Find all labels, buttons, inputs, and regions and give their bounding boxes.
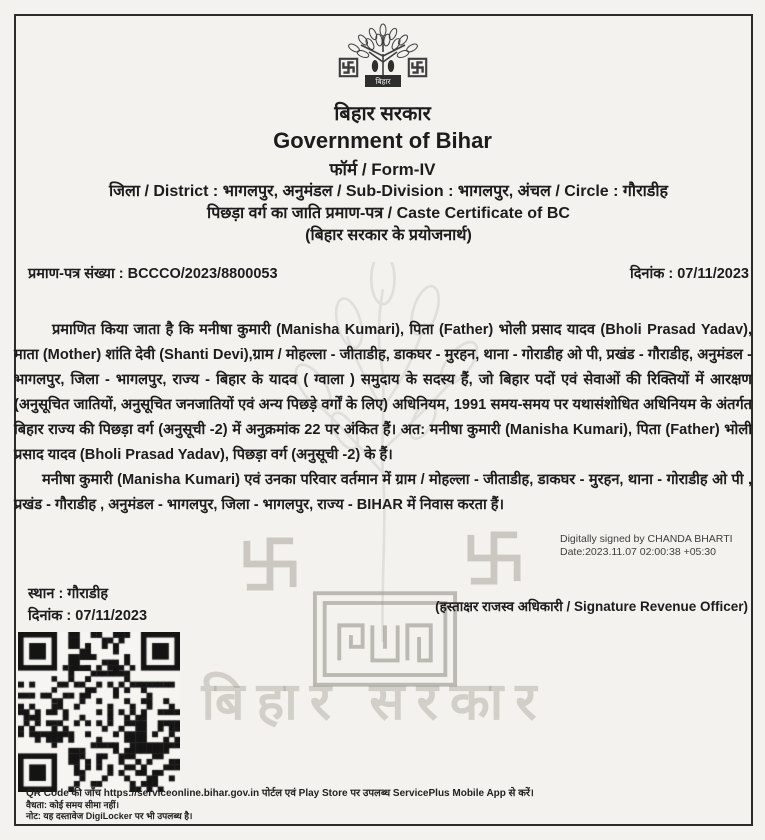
- issue-date: दिनांक : 07/11/2023: [629, 266, 749, 282]
- place-line: स्थान : गौराडीह: [28, 586, 109, 602]
- digital-signature-line1: Digitally signed by CHANDA BHARTI: [560, 533, 733, 545]
- meta-row: [28, 263, 749, 283]
- digital-signature-block: [560, 533, 733, 559]
- footer-validity-note: वैधता: कोई समय सीमा नहीं।: [26, 800, 119, 810]
- certificate-subheader: [24, 181, 753, 247]
- org-name-english: Government of Bihar: [273, 128, 492, 153]
- emblem-pedestal-label: बिहार: [374, 77, 391, 86]
- footer-notes: [26, 788, 749, 821]
- org-name-hindi: बिहार सरकार: [334, 103, 431, 125]
- bihar-sarkar-watermark: बिहार सरकार: [201, 673, 549, 731]
- bihar-emblem-icon: [322, 20, 444, 96]
- certificate-number: प्रमाण-पत्र संख्या : BCCCO/2023/8800053: [28, 266, 278, 282]
- place-date-block: [28, 583, 147, 627]
- date-line: दिनांक : 07/11/2023: [28, 608, 148, 624]
- form-number: फॉर्म / Form-IV: [329, 160, 436, 179]
- digital-signature-line2: Date:2023.11.07 02:00:38 +05:30: [560, 546, 716, 558]
- certificate-body-paragraph-2: मनीषा कुमारी (Manisha Kumari) एवं उनका परिवार वर्तमान में ग्राम / मोहल्ला - जीताडीह, डाकघर - मुरहन, थाना - गोराडीह ओ पी , प्रखंड - गौराडीह , अनुमंडल - भागलपुर, जिला - भागलपुर, राज्य - BIHAR में निवास करता हैं।: [14, 472, 752, 513]
- certificate-body-paragraph-1: प्रमाणित किया जाता है कि मनीषा कुमारी (Manisha Kumari), पिता (Father) भोली प्रसाद यादव (Bholi Prasad Yadav), माता (Mother) शांति देवी (Shanti Devi),ग्राम / मोहल्ला - जीताडीह, डाकघर - मुरहन, थाना - गोराडीह ओ पी, प्रखंड - गौराडीह, अनुमंडल - भागलपुर, जिला - भागलपुर, राज्य - बिहार के यादव ( ग्वाला ) समुदाय के सदस्य हैं, जो बिहार पदों एवं सेवाओं की रिक्तियों में आरक्षण (अनुसूचित जातियों, अनुसूचित जनजातियों एवं अन्य पिछड़े वर्गों के लिए) अधिनियम, 1991 समय-समय पर यथासंशोधित अधिनियम के अंतर्गत बिहार राज्य की पिछड़ा वर्ग (अनुसूची -2) में अनुक्रमांक 22 पर अंकित हैं। अत: मनीषा कुमारी (Manisha Kumari), पिता (Father) भोली प्रसाद यादव (Bholi Prasad Yadav), पिछड़ा वर्ग (अनुसूची -2) के हैं।: [14, 322, 752, 463]
- district-line: जिला / District : भागलपुर, अनुमंडल / Sub-Division : भागलपुर, अंचल / Circle : गौराडीह: [109, 183, 668, 200]
- revenue-officer-signature-caption: (हस्ताक्षर राजस्व अधिकारी / Signature Revenue Officer): [435, 599, 748, 614]
- purpose-line: (बिहार सरकार के प्रयोजनार्थ): [305, 227, 472, 244]
- certificate-title: पिछड़ा वर्ग का जाति प्रमाण-पत्र / Caste Certificate of BC: [207, 205, 570, 222]
- document-header: [0, 20, 765, 180]
- qr-code: [18, 632, 180, 792]
- footer-qr-verification-note: QR Code की जाँच https://serviceonline.bihar.gov.in पोर्टल एवं Play Store पर उपलब्ध ServicePlus Mobile App से करें।: [26, 788, 534, 799]
- footer-digilocker-note: नोट: यह दस्तावेज DigiLocker पर भी उपलब्ध है।: [26, 810, 193, 821]
